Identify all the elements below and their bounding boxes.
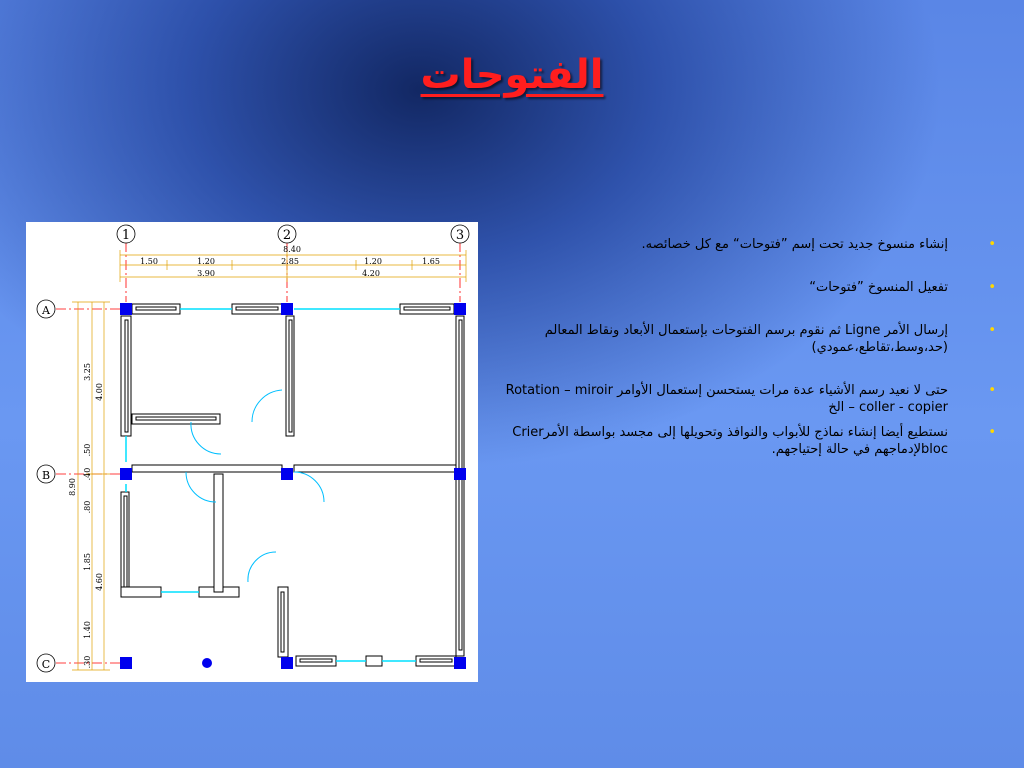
dim-top-2: 1.20 xyxy=(197,257,215,266)
column-a3 xyxy=(454,303,466,315)
column-b3 xyxy=(454,468,466,480)
dim-top-4: 1.20 xyxy=(364,257,382,266)
bullet-text: تفعيل المنسوخ ”فتوحات“ xyxy=(809,280,948,295)
column-a1 xyxy=(120,303,132,315)
dim-top-6: 3.90 xyxy=(197,269,215,278)
top-dimension-lines xyxy=(120,250,466,282)
dim-left-outer-2: 8.90 xyxy=(68,478,77,496)
door-swing-4 xyxy=(294,472,324,502)
bullet-text: حتى لا نعيد رسم الأشياء عدة مرات يستحسن إستعمال الأوامر Rotation – miroir – coller - copier الخ xyxy=(505,383,948,415)
bullet-dot-icon: • xyxy=(988,280,996,295)
column-b2 xyxy=(281,468,293,480)
bullet-item xyxy=(505,382,1000,416)
axis-label-c: C xyxy=(41,658,51,671)
bullet-item xyxy=(505,236,1000,253)
dim-top-1: 1.50 xyxy=(140,257,158,266)
dim-top-7: 4.20 xyxy=(362,269,380,278)
left-dimension-lines xyxy=(72,302,110,670)
door-swing-1 xyxy=(252,390,282,422)
bullet-text: نستطيع أيضا إنشاء نماذج للأبواب والنوافذ وتحويلها إلى مجسد بواسطة الأمرCrier blocلإدماجهم في حالة إحتياجهم. xyxy=(512,425,948,457)
door-swing-2 xyxy=(191,422,221,454)
bullet-item xyxy=(505,424,1000,458)
dim-left-inner-2: .50 xyxy=(83,443,92,457)
bullet-item xyxy=(505,279,1000,296)
dim-total-width: 8.40 xyxy=(283,245,301,254)
axis-label-b: B xyxy=(41,469,51,482)
bullet-text: إرسال الأمر Ligne ثم نقوم برسم الفتوحات بإستعمال الأبعاد ونقاط المعالم (حد،وسط،تقاطع،عمودي) xyxy=(544,323,948,355)
bullet-dot-icon: • xyxy=(988,425,996,440)
dim-left-inner-7: .30 xyxy=(83,655,92,669)
column-a2 xyxy=(281,303,293,315)
floor-plan-drawing xyxy=(26,222,478,682)
door-swing-3 xyxy=(186,472,216,502)
dim-left-inner-6: 1.40 xyxy=(83,621,92,639)
bullet-dot-icon: • xyxy=(988,323,996,338)
door-swing-5 xyxy=(248,552,276,582)
bullet-dot-icon: • xyxy=(988,237,996,252)
axis-label-1: 1 xyxy=(121,228,131,243)
bullet-dot-icon: • xyxy=(988,383,996,398)
bullet-list xyxy=(505,236,1000,484)
dim-left-inner-5: 1.85 xyxy=(83,553,92,571)
bullet-text: إنشاء منسوخ جديد تحت إسم ”فتوحات“ مع كل خصائصه. xyxy=(641,237,948,252)
column-b1 xyxy=(120,468,132,480)
axis-label-3: 3 xyxy=(455,228,465,243)
floor-plan-image xyxy=(26,222,478,682)
slide-title xyxy=(0,52,1024,98)
column-c1 xyxy=(120,657,132,669)
walls xyxy=(121,304,464,666)
bullet-item xyxy=(505,322,1000,356)
axis-label-a: A xyxy=(42,304,50,317)
column-c2 xyxy=(281,657,293,669)
column-c-round xyxy=(202,658,212,668)
dim-left-inner-4: .80 xyxy=(83,500,92,514)
windows xyxy=(126,309,416,661)
dim-left-outer-3: 4.60 xyxy=(95,573,104,591)
dim-top-5: 1.65 xyxy=(422,257,440,266)
axis-label-2: 2 xyxy=(282,228,292,243)
slide-title-text: الفتوحات xyxy=(420,52,604,98)
dim-left-outer-1: 4.00 xyxy=(95,383,104,401)
dim-top-3: 2.85 xyxy=(281,257,299,266)
column-c3 xyxy=(454,657,466,669)
dim-left-inner-1: 3.25 xyxy=(83,363,92,381)
dim-left-inner-3: .40 xyxy=(83,467,92,481)
